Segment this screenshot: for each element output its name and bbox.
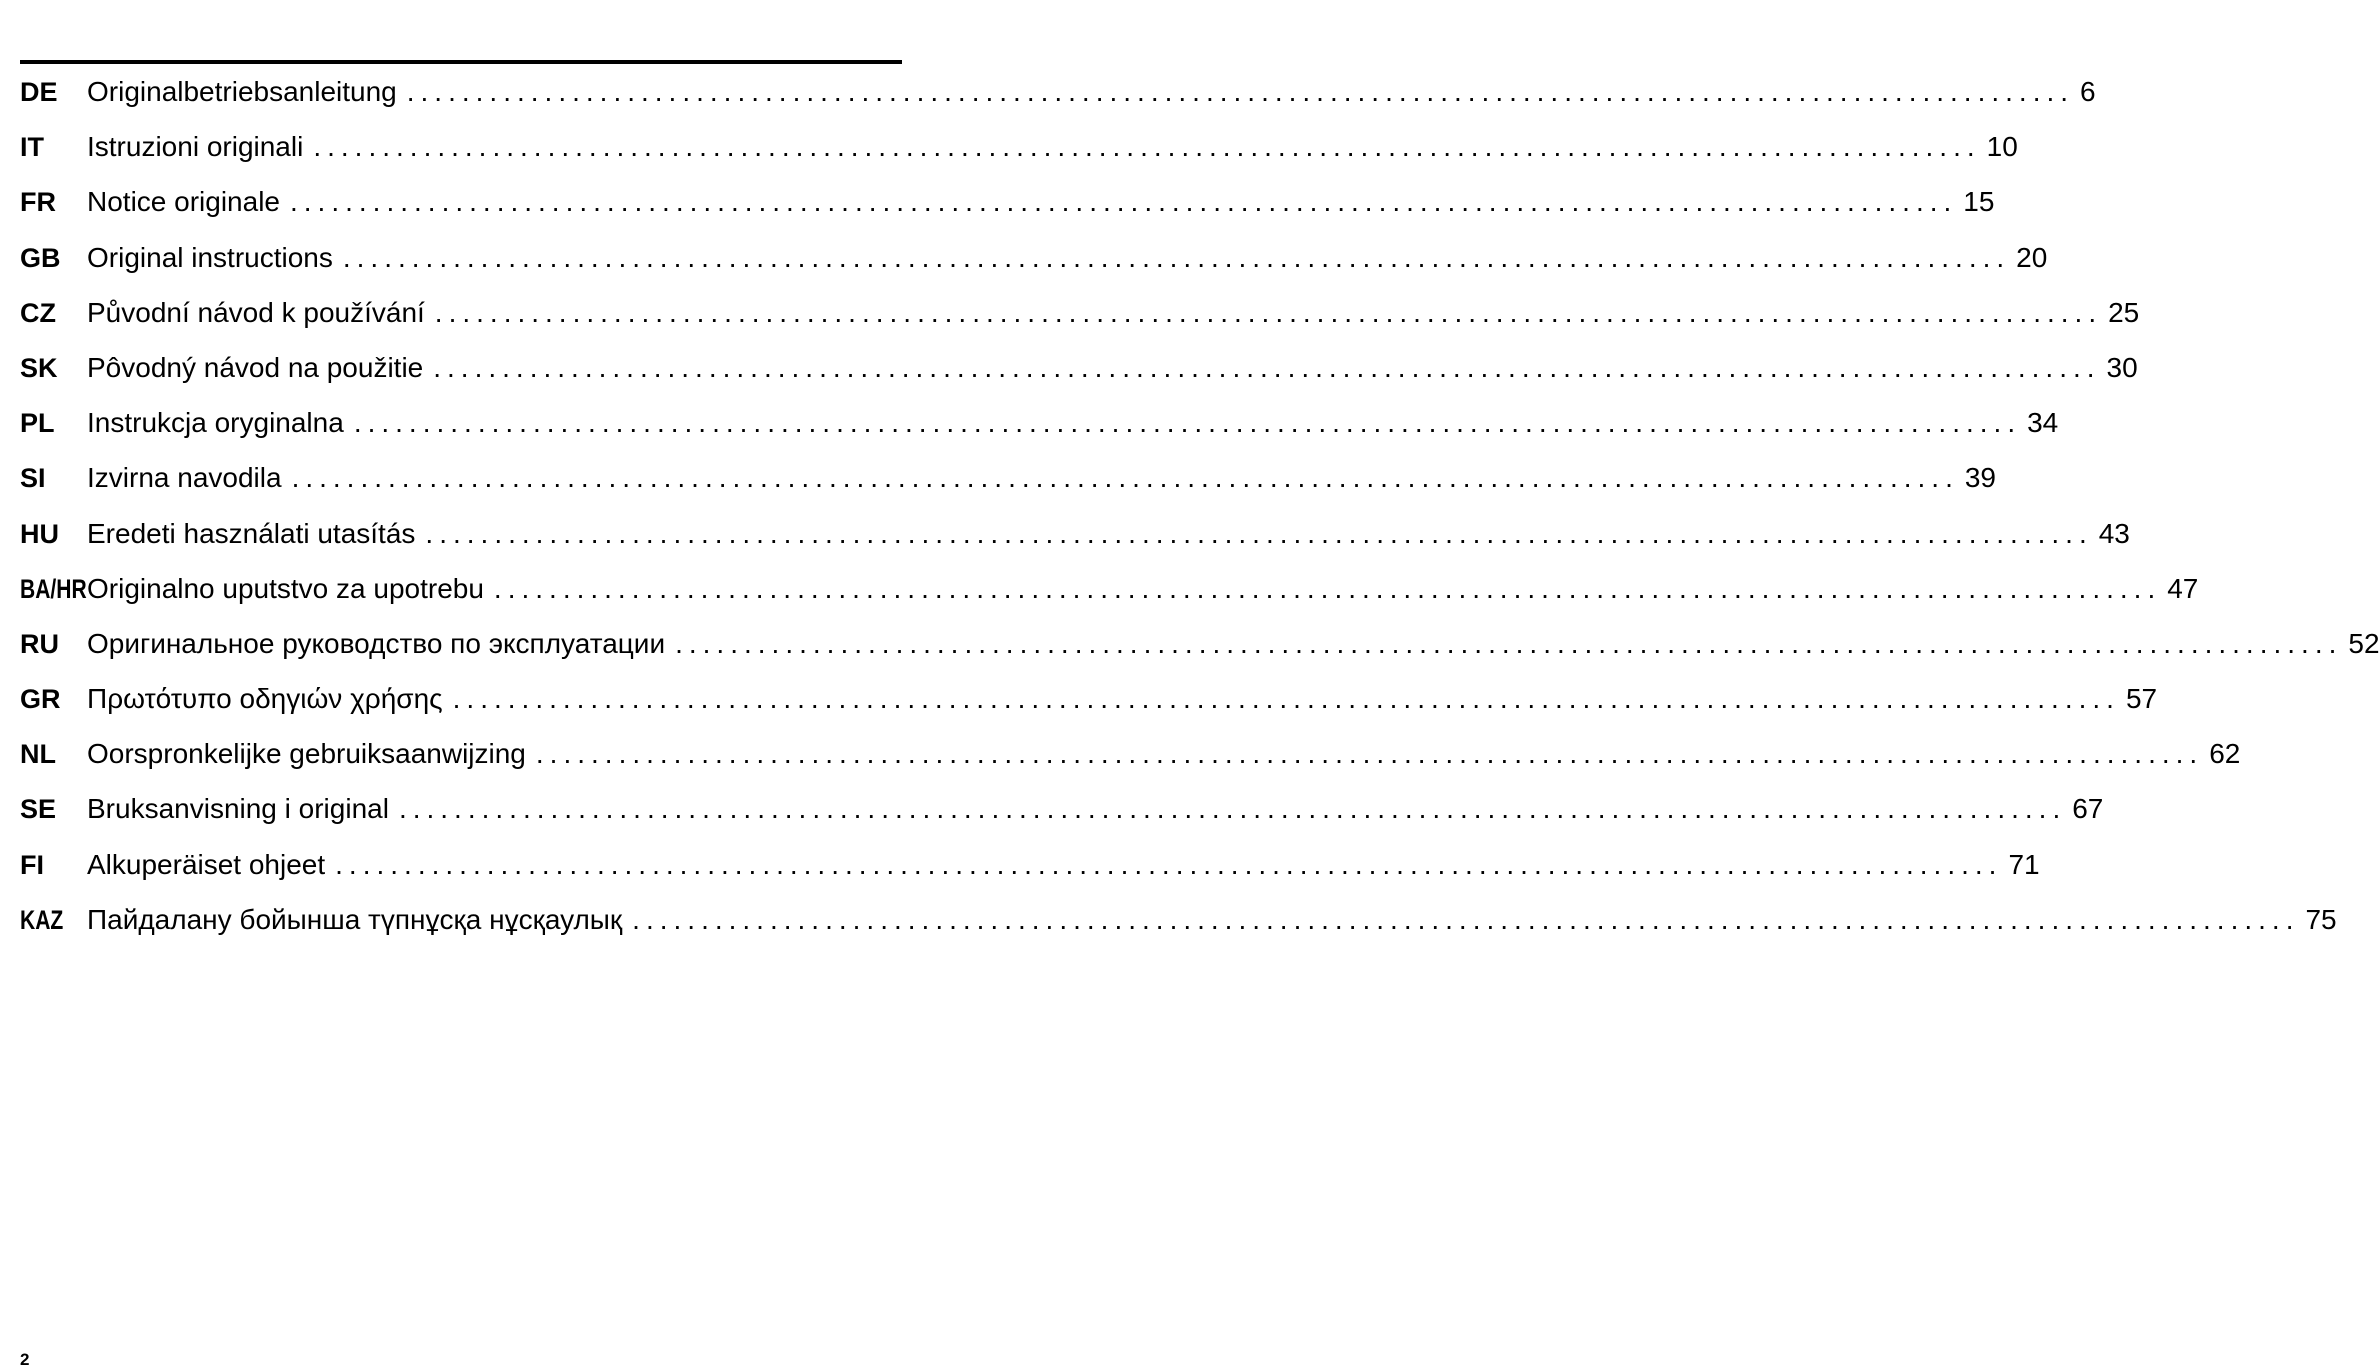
language-code: GB	[20, 242, 61, 273]
dot-leader: .........................................................................................................................	[535, 738, 2204, 770]
entry-title: Instrukcja oryginalna	[87, 407, 344, 439]
toc-entry-fi[interactable]	[20, 837, 2040, 892]
page-number: 2	[20, 1350, 30, 1369]
entry-title: Original instructions	[87, 241, 333, 273]
dot-leader: .........................................................................................................................	[290, 186, 1958, 218]
toc-entry-si[interactable]	[20, 450, 1997, 505]
entry-title: Pôvodný návod na použitie	[87, 351, 424, 383]
entry-title: Izvirna navodila	[87, 462, 282, 494]
entry-title: Eredeti használati utasítás	[87, 517, 416, 549]
toc-entry-fr[interactable]	[20, 174, 1995, 229]
page-reference: 39	[1964, 462, 1997, 494]
page-reference: 75	[2305, 903, 2337, 935]
page-reference: 62	[2209, 738, 2241, 770]
entry-title: Оригинальное руководство по эксплуатации	[87, 627, 666, 659]
entry-title: Пайдалану бойынша түпнұсқа нұсқаулық	[87, 903, 623, 935]
page-reference: 47	[2167, 572, 2199, 604]
toc-entry-de[interactable]	[20, 64, 2096, 119]
entry-title: Πρωτότυπο οδηγιών χρήσης	[87, 683, 443, 715]
toc-entry-cz[interactable]	[20, 285, 2140, 340]
toc-entry-it[interactable]	[20, 119, 2018, 174]
dot-leader: .........................................................................................................................	[353, 407, 2022, 439]
dot-leader: .........................................................................................................................	[632, 903, 2300, 935]
language-code: CZ	[20, 297, 56, 328]
page-reference: 43	[2098, 517, 2130, 549]
page-reference: 30	[2106, 351, 2138, 383]
entry-title: Originalno uputstvo za upotrebu	[87, 572, 484, 604]
dot-leader: .........................................................................................................................	[342, 241, 2011, 273]
toc-entry-hu[interactable]	[20, 506, 2130, 561]
toc-entry-se[interactable]	[20, 781, 2104, 836]
page-reference: 67	[2072, 793, 2104, 825]
toc-entry-sk[interactable]	[20, 340, 2138, 395]
toc-entry-kaz[interactable]	[20, 892, 2337, 947]
language-code: KAZ	[20, 904, 64, 935]
dot-leader: .........................................................................................................................	[434, 296, 2103, 328]
page-reference: 10	[1986, 131, 2018, 163]
toc-entry-ba-hr[interactable]	[20, 561, 2199, 616]
language-code: PL	[20, 408, 55, 439]
page-reference: 20	[2016, 241, 2048, 273]
dot-leader: .........................................................................................................................	[452, 683, 2120, 715]
language-code-wrap	[20, 893, 87, 948]
toc-entry-gb[interactable]	[20, 230, 2048, 285]
dot-leader: .........................................................................................................................	[291, 462, 1959, 494]
page-reference: 71	[2008, 848, 2040, 880]
language-code: BA/HR	[20, 573, 87, 604]
dot-leader: .........................................................................................................................	[406, 76, 2075, 107]
language-code: FI	[20, 849, 44, 880]
page-reference: 57	[2125, 683, 2158, 715]
page-reference: 34	[2027, 407, 2059, 439]
toc-entry-gr[interactable]	[20, 671, 2158, 726]
language-code: GR	[20, 684, 61, 715]
language-code: DE	[20, 77, 58, 107]
language-code: NL	[20, 739, 56, 770]
language-code: SE	[20, 794, 57, 825]
dot-leader: .........................................................................................................................	[335, 848, 2003, 880]
language-code: SK	[20, 352, 58, 383]
dot-leader: .........................................................................................................................	[313, 131, 1981, 163]
language-code: IT	[20, 132, 44, 163]
page-reference: 52	[2348, 627, 2380, 659]
entry-title: Oorspronkelijke gebruiksaanwijzing	[87, 738, 526, 770]
language-code: SI	[20, 463, 46, 494]
dot-leader: .........................................................................................................................	[493, 572, 2162, 604]
dot-leader: .........................................................................................................................	[675, 627, 2343, 659]
language-code: HU	[20, 518, 59, 549]
dot-leader: .........................................................................................................................	[433, 351, 2101, 383]
language-code-wrap	[20, 562, 87, 617]
table-of-contents	[20, 64, 2380, 947]
entry-title: Alkuperäiset ohjeet	[87, 848, 326, 880]
entry-title: Originalbetriebsanleitung	[87, 76, 397, 107]
entry-title: Bruksanvisning i original	[87, 793, 389, 825]
toc-entry-ru[interactable]	[20, 616, 2380, 671]
toc-entry-nl[interactable]	[20, 726, 2241, 781]
page-reference: 25	[2108, 296, 2140, 328]
page-reference: 6	[2080, 76, 2096, 107]
toc-entry-pl[interactable]	[20, 395, 2059, 450]
page-reference: 15	[1963, 186, 1995, 218]
language-code: RU	[20, 628, 59, 659]
entry-title: Notice originale	[87, 186, 280, 218]
entry-title: Istruzioni originali	[87, 131, 304, 163]
dot-leader: .........................................................................................................................	[425, 517, 2093, 549]
language-code: FR	[20, 187, 56, 218]
dot-leader: .........................................................................................................................	[398, 793, 2067, 825]
entry-title: Původní návod k používání	[87, 296, 425, 328]
